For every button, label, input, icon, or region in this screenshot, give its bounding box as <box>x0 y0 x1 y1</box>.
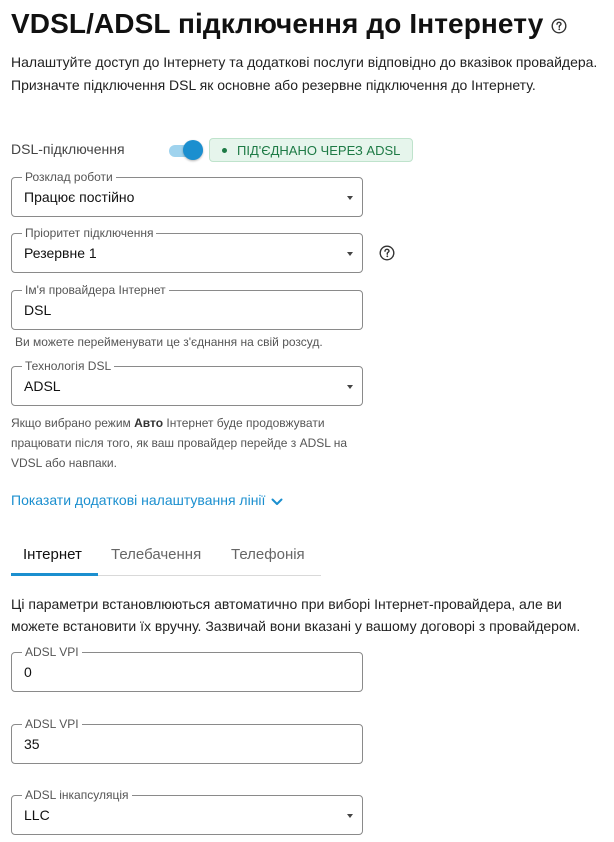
adsl-vci-value: 35 <box>24 736 40 752</box>
toggle-thumb <box>183 140 203 160</box>
adsl-encapsulation-legend: ADSL інкапсуляція <box>22 787 132 803</box>
status-badge <box>209 138 413 162</box>
chevron-down-icon <box>271 493 283 509</box>
priority-value: Резервне 1 <box>24 245 97 261</box>
provider-name-legend: Ім'я провайдера Інтернет <box>22 282 169 298</box>
hint-prefix: Якщо вибрано режим <box>11 416 135 430</box>
dsl-connection-row <box>11 136 431 164</box>
adsl-encapsulation-select[interactable] <box>11 788 363 835</box>
schedule-value: Працює постійно <box>24 189 135 205</box>
show-advanced-settings-link[interactable] <box>11 491 283 509</box>
question-circle-icon[interactable] <box>551 18 567 34</box>
priority-select[interactable] <box>11 226 363 273</box>
intro-line-1: Налаштуйте доступ до Інтернету та додаткові послуги відповідно до вказівок провайдера. <box>11 54 598 70</box>
status-text: ПІД'ЄДНАНО ЧЕРЕЗ ADSL <box>237 142 401 158</box>
description-line-2: можете встановити їх вручну. Зазвичай вони вказані у вашому договорі з провайдером. <box>11 618 581 634</box>
priority-help-icon[interactable] <box>379 245 395 261</box>
provider-name-hint: Ви можете перейменувати це з'єднання на свій розсуд. <box>15 335 323 349</box>
adsl-encapsulation-value: LLC <box>24 807 50 823</box>
page-title: VDSL/ADSL підключення до Інтернету <box>11 8 544 39</box>
adsl-vpi-legend: ADSL VPI <box>22 644 82 660</box>
status-dot-icon <box>222 148 227 153</box>
provider-name-input[interactable] <box>11 283 363 330</box>
dsl-technology-hint <box>11 413 347 473</box>
dsl-technology-hint-line-1 <box>11 413 347 433</box>
priority-legend: Пріоритет підключення <box>22 225 156 241</box>
internet-tab-description <box>11 593 611 637</box>
dropdown-caret-icon <box>347 252 353 256</box>
hint-line-1-rest: Інтернет буде продовжувати <box>163 416 325 430</box>
intro-text <box>11 51 611 97</box>
tab-internet[interactable]: Інтернет <box>23 546 82 563</box>
tab-bar <box>11 540 321 576</box>
dropdown-caret-icon <box>347 814 353 818</box>
adsl-vpi-input[interactable] <box>11 645 363 692</box>
adsl-vci-input[interactable] <box>11 717 363 764</box>
advanced-settings-label: Показати додаткові налаштування лінії <box>11 492 266 508</box>
intro-line-2: Призначте підключення DSL як основне або резервне підключення до Інтернету. <box>11 77 536 93</box>
description-line-1: Ці параметри встановлюються автоматично при виборі Інтернет-провайдера, але ви <box>11 596 562 612</box>
dsl-connection-label: DSL-підключення <box>11 141 125 157</box>
dropdown-caret-icon <box>347 385 353 389</box>
dsl-technology-hint-line-3: VDSL або навпаки. <box>11 456 117 470</box>
tab-telephony[interactable]: Телефонія <box>231 546 305 563</box>
dsl-technology-value: ADSL <box>24 378 61 394</box>
provider-name-value: DSL <box>24 302 52 318</box>
dsl-connection-toggle[interactable] <box>169 139 205 161</box>
hint-bold: Авто <box>134 416 164 430</box>
dropdown-caret-icon <box>347 196 353 200</box>
active-tab-indicator <box>11 573 98 576</box>
adsl-vpi-value: 0 <box>24 664 32 680</box>
dsl-technology-hint-line-2: працювати після того, як ваш провайдер перейде з ADSL на <box>11 436 348 450</box>
tab-television[interactable]: Телебачення <box>111 546 202 563</box>
dsl-technology-legend: Технологія DSL <box>22 358 114 374</box>
dsl-technology-select[interactable] <box>11 359 363 406</box>
adsl-vci-legend: ADSL VPI <box>22 716 82 732</box>
schedule-select[interactable] <box>11 170 363 217</box>
title-row <box>11 8 567 40</box>
schedule-legend: Розклад роботи <box>22 169 116 185</box>
